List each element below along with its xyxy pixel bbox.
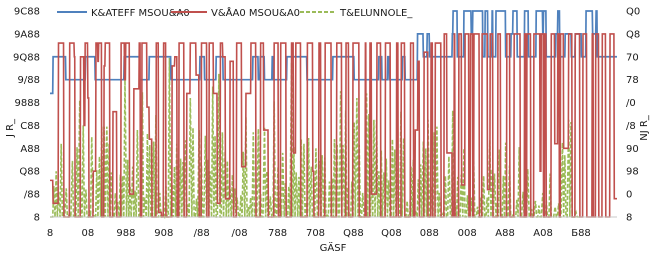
y-left-tick-label: 9A88	[14, 29, 40, 41]
x-tick-label: /08	[231, 228, 248, 239]
x-tick-label: Q88	[343, 228, 364, 239]
y-right-axis-title: NJ R_	[639, 115, 650, 141]
x-tick-label: /88	[193, 228, 210, 239]
x-tick-label: Q08	[381, 228, 402, 239]
y-left-tick-label: 8	[33, 212, 40, 224]
y-right-tick-label: Q0	[626, 6, 641, 18]
x-tick-label: 908	[154, 228, 174, 239]
x-tick-label: A88	[495, 228, 515, 239]
x-tick-label: 708	[305, 228, 326, 239]
x-axis-title: GÄSF	[319, 243, 347, 253]
y-left-tick-label: 9888	[14, 98, 40, 110]
y-left-tick-label: 9C88	[13, 6, 40, 18]
y-left-tick-label: 9/88	[17, 75, 40, 87]
x-tick-label: 8	[46, 228, 54, 239]
x-ticks	[47, 228, 591, 239]
y-left-tick-label: 9Q88	[13, 52, 40, 64]
y-left-tick-label: Q88	[19, 166, 40, 178]
x-tick-label: 788	[268, 228, 288, 239]
y-right-tick-label: 70	[626, 52, 639, 64]
x-tick-label: A08	[533, 228, 553, 239]
y-right-tick-label: Q8	[626, 29, 641, 41]
y-right-tick-label: /0	[626, 98, 636, 110]
x-tick-label: 08	[81, 228, 95, 239]
y-right-tick-label: 0	[626, 189, 633, 201]
legend-label-1: K&ATEFF MSOU&A0	[91, 8, 190, 19]
y-right-tick-label: 8	[626, 212, 633, 224]
legend-label-2: V&ÅA0 MSOU&A0	[211, 8, 301, 19]
x-tick-label: 008	[457, 228, 477, 239]
y-left-axis-title: J R_	[5, 118, 16, 138]
y-left-tick-label: /88	[23, 189, 40, 201]
y-right-tick-label: 98	[626, 166, 639, 178]
y-left-tick-label: C88	[20, 120, 40, 132]
legend-label-3: T&ELUNNOLE_	[340, 8, 413, 19]
x-tick-label: 988	[116, 228, 136, 239]
y-right-tick-label: 78	[626, 75, 639, 87]
x-tick-label: Б88	[571, 228, 591, 239]
x-tick-label: 088	[419, 228, 439, 239]
y-left-tick-label: A88	[20, 143, 40, 155]
legend	[57, 6, 413, 19]
y-right-tick-label: 90	[626, 143, 639, 155]
y-right-tick-label: /8	[626, 120, 636, 132]
